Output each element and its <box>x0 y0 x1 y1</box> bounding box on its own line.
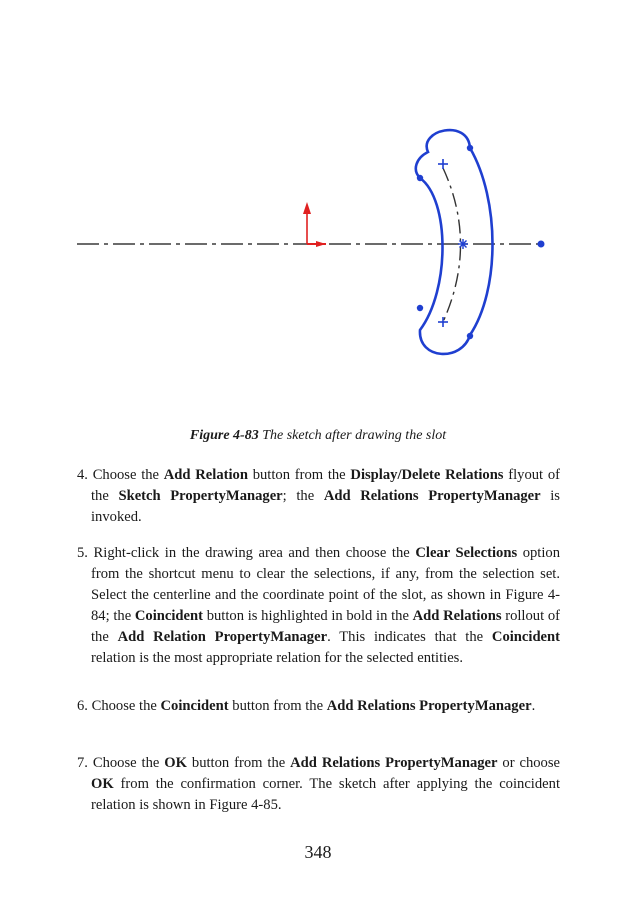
step-number: 4. <box>77 467 93 483</box>
ui-term: Coincident <box>160 698 229 714</box>
ui-term: Add Relation PropertyManager <box>117 629 328 645</box>
step-7 <box>77 753 560 816</box>
ui-term: OK <box>164 755 187 771</box>
step-4 <box>77 465 560 528</box>
step-number: 7. <box>77 755 93 771</box>
step-paragraph: 5. Right-click in the drawing area and then choose the Clear Selections option from the shortcut menu to clear the selections, if any, from the selection set. Select the centerline and the coordinate point of the slot, as shown in Figure 4-84; the Coincident button is highlighted in bold in the Add Relations rollout of the Add Relation PropertyManager. This indicates that the Coincident relation is the most appropriate relation for the selected entities. <box>77 545 561 666</box>
slot-point <box>467 333 473 339</box>
caption-label: Figure 4-83 <box>189 428 259 443</box>
arc-center-bottom <box>438 317 448 327</box>
slot-point <box>417 175 423 181</box>
ui-term: Add Relations PropertyManager <box>290 755 498 771</box>
slot-center-arc <box>443 168 461 322</box>
step-paragraph: 6. Choose the Coincident button from the Add Relations PropertyManager. <box>77 698 536 714</box>
arc-center-top <box>438 159 448 169</box>
caption-text: The sketch after drawing the slot <box>258 428 447 443</box>
ui-term: Add Relation <box>163 467 248 483</box>
ui-term: Display/Delete Relations <box>350 467 504 483</box>
step-number: 5. <box>77 545 94 561</box>
sketch-figure <box>0 0 636 420</box>
figure-caption <box>0 428 636 444</box>
ui-term: OK <box>91 776 114 792</box>
ui-term: Add Relations <box>412 608 502 624</box>
centerline-endpoint <box>538 241 545 248</box>
ui-term: Add Relations PropertyManager <box>323 488 541 504</box>
ui-term: Clear Selections <box>415 545 518 561</box>
origin-y-arrowhead <box>303 202 311 214</box>
ui-term: Sketch PropertyManager <box>118 488 283 504</box>
step-6 <box>77 696 560 717</box>
slot-point <box>467 145 473 151</box>
sketch-drawing <box>0 0 636 420</box>
step-number: 6. <box>77 698 92 714</box>
ui-term: Add Relations PropertyManager <box>326 698 532 714</box>
ui-term: Coincident <box>491 629 561 645</box>
step-5 <box>77 543 560 669</box>
slot-point <box>417 305 423 311</box>
slot-outline <box>416 130 493 354</box>
page-number: 348 <box>304 842 332 862</box>
ui-term: Coincident <box>134 608 203 624</box>
origin-x-marker <box>316 241 326 247</box>
step-paragraph: 7. Choose the OK button from the Add Relations PropertyManager or choose OK from the confirmation corner. The sketch after applying the coincident relation is shown in Figure 4-85. <box>77 755 560 813</box>
slot-center-point <box>458 239 468 249</box>
step-paragraph: 4. Choose the Add Relation button from the Display/Delete Relations flyout of the Sketch PropertyManager; the Add Relations PropertyManager is invoked. <box>77 467 560 525</box>
